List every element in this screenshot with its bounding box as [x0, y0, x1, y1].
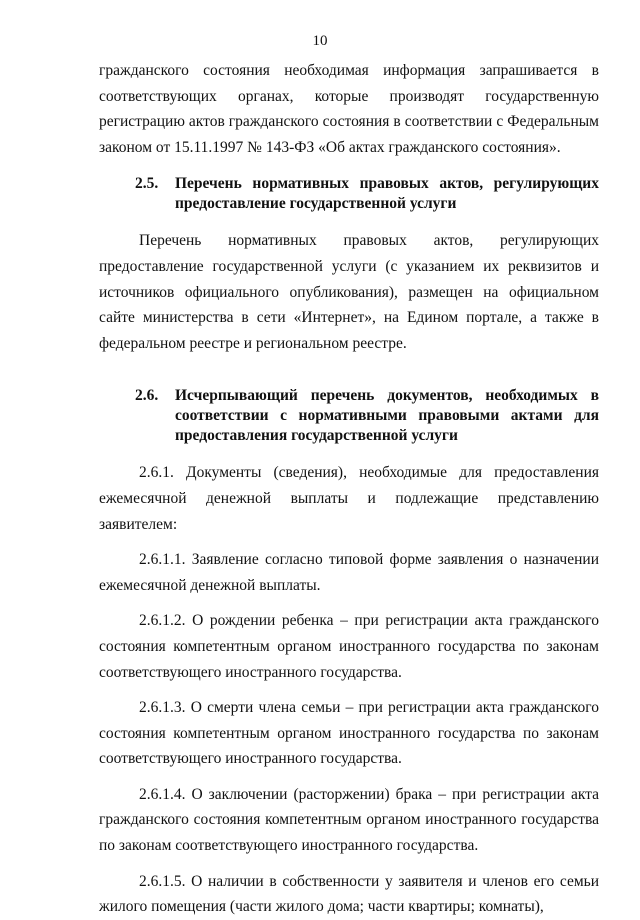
clause-2-6-1-5: 2.6.1.5. О наличии в собственности у заявителя и членов его семьи жилого помещения (части жилого дома; части квартиры; комнаты), [99, 872, 599, 916]
clause-2-6-1-2: 2.6.1.2. О рождении ребенка – при регистрации акта гражданского состояния компетентным органом иностранного государства по законам соответствующего иностранного государства. [99, 612, 599, 681]
page-number: 10 [312, 33, 328, 49]
section-number: 2.6. [135, 387, 159, 405]
section-title: Исчерпывающий перечень документов, необходимых в соответствии с нормативными правовыми актами для предоставления государственной услуги [175, 387, 599, 445]
section-heading-2-5 [99, 174, 599, 214]
section-number: 2.5. [135, 175, 159, 193]
clause-2-6-1-3: 2.6.1.3. О смерти члена семьи – при регистрации акта гражданского состояния компетентным органом иностранного государства по законам соответствующего иностранного государства. [99, 699, 599, 768]
clause-2-6-1-4: 2.6.1.4. О заключении (расторжении) брака – при регистрации акта гражданского состояния компетентным органом иностранного государства по законам соответствующего иностранного государства. [99, 785, 599, 855]
clause-2-6-1-1: 2.6.1.1. Заявление согласно типовой форме заявления о назначении ежемесячной денежной выплаты. [99, 551, 599, 594]
section-title: Перечень нормативных правовых актов, регулирующих предоставление государственной услуги [175, 175, 599, 213]
section-heading-2-6 [99, 386, 599, 446]
section-2-5-body: Перечень нормативных правовых актов, регулирующих предоставление государственной услуги (с указанием их реквизитов и источников официального опубликования), размещен на официальном сайте министерства в сети «Интернет», на Едином портале, а также в федеральном реестре и региональном реестре. [99, 232, 599, 352]
intro-paragraph: гражданского состояния необходимая информация запрашивается в соответствующих органах, которые производят государственную регистрацию актов гражданского состояния в соответствии с Федеральным законом от 15.11.1997 № 143-ФЗ «Об актах гражданского состояния». [99, 62, 599, 156]
clause-2-6-1: 2.6.1. Документы (сведения), необходимые для предоставления ежемесячной денежной выплаты и подлежащие представлению заявителем: [99, 464, 599, 533]
document-body [99, 58, 599, 920]
